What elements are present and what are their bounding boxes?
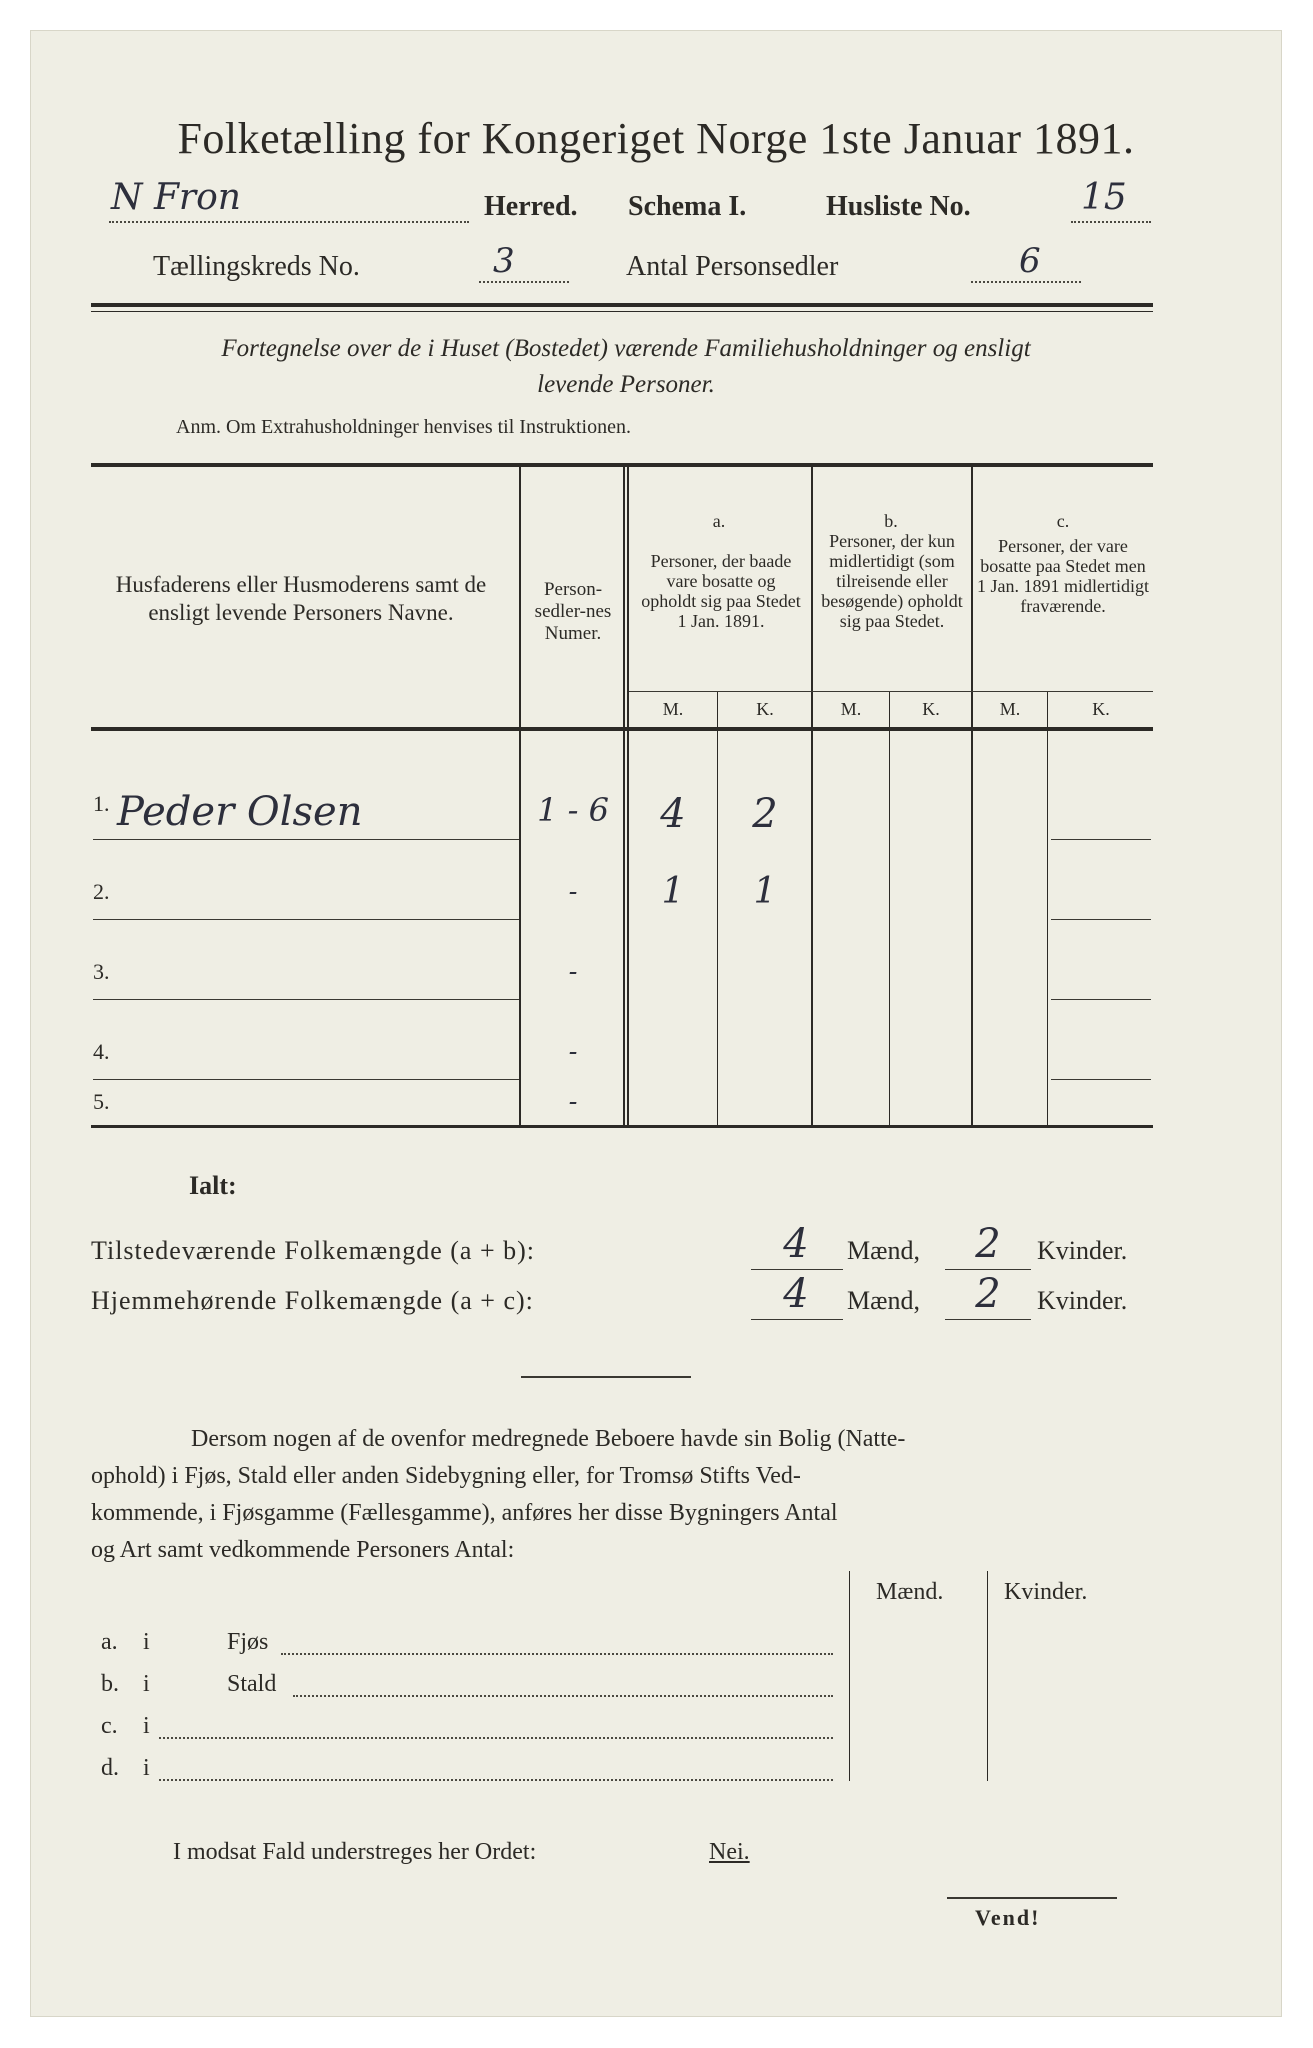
row-1-rule-c — [1051, 839, 1151, 840]
tilstede-kvinder-line — [945, 1269, 1031, 1270]
tilstede-kvinder-label: Kvinder. — [1037, 1236, 1128, 1265]
kreds-value: 3 — [493, 241, 515, 281]
row-2-a-k: 1 — [753, 871, 777, 912]
row-1-a-k: 2 — [752, 791, 778, 837]
row-2-number: 2. — [93, 879, 110, 904]
herred-dotted-line — [109, 221, 469, 223]
hjemme-kvinder-line — [945, 1319, 1031, 1320]
buildings-vline-2 — [987, 1571, 988, 1781]
row-3-sedler: - — [568, 957, 578, 987]
tilstede-maend-label: Mænd, — [847, 1236, 920, 1265]
building-d-i: i — [143, 1755, 150, 1781]
a-m-label: M. — [662, 699, 684, 719]
vend-rule — [947, 1897, 1117, 1899]
row-4-number: 4. — [93, 1039, 110, 1064]
building-a-i: i — [143, 1629, 150, 1655]
table-top-rule — [91, 463, 1153, 467]
row-3-rule-c — [1051, 999, 1151, 1000]
col-c-letter: c. — [1056, 511, 1070, 531]
row-4-rule — [93, 1079, 519, 1080]
col-a-header: Personer, der baade vare bosatte og opholdt sig paa Stedet 1 Jan. 1891. — [641, 551, 801, 631]
form-title: Folketælling for Kongeriget Norge 1ste Januar 1891. — [177, 114, 1135, 163]
tilstede-maend-line — [751, 1269, 843, 1270]
antal-value: 6 — [1019, 241, 1041, 281]
hjemme-kvinder-label: Kvinder. — [1037, 1286, 1128, 1315]
tilstede-maend-value: 4 — [783, 1221, 809, 1267]
modsat-text: I modsat Fald understreges her Ordet: — [173, 1839, 537, 1865]
header-rule-thin — [91, 311, 1153, 312]
building-b-label: Stald — [227, 1671, 277, 1697]
section-divider — [521, 1376, 691, 1378]
row-2-rule — [93, 919, 519, 920]
table-header-bottom-rule — [91, 727, 1153, 731]
col-b-header: Personer, der kun midlertidigt (som tilreisende eller besøgende) opholdt sig paa Stedet. — [821, 531, 963, 631]
building-c-dots — [159, 1737, 833, 1739]
buildings-vline-1 — [849, 1571, 850, 1781]
row-1-a-m: 4 — [660, 791, 686, 837]
vline-b — [811, 467, 813, 1127]
hjemme-kvinder-value: 2 — [975, 1271, 1001, 1317]
hjemme-maend-value: 4 — [783, 1271, 809, 1317]
row-1-rule — [93, 839, 519, 840]
anm-note: Anm. Om Extrahusholdninger henvises til Instruktionen. — [176, 416, 631, 438]
husliste-label: Husliste No. — [826, 191, 971, 222]
vline-c-mk — [1047, 691, 1048, 1127]
row-3-rule — [93, 999, 519, 1000]
vline-a — [627, 467, 629, 1127]
ialt-label: Ialt: — [189, 1171, 237, 1200]
herred-label: Herred. — [484, 191, 578, 222]
vend-label: Vend! — [975, 1905, 1041, 1930]
c-k-label: K. — [1092, 699, 1110, 719]
building-a-label: Fjøs — [227, 1629, 269, 1655]
header-double-rule — [91, 303, 1153, 307]
building-d-letter: d. — [101, 1755, 119, 1781]
hjemme-maend-line — [751, 1319, 843, 1320]
vline-a-mk — [717, 691, 718, 1127]
tilstede-label: Tilstedeværende Folkemængde (a + b): — [91, 1236, 535, 1265]
husliste-dotted-line — [1071, 221, 1151, 223]
building-b-i: i — [143, 1671, 150, 1697]
row-2-a-m: 1 — [661, 871, 685, 912]
buildings-paragraph-4: og Art samt vedkommende Personers Antal: — [91, 1537, 515, 1563]
c-m-label: M. — [999, 699, 1021, 719]
building-d-dots — [159, 1779, 833, 1781]
col-a-letter: a. — [712, 511, 726, 531]
vline-num — [623, 467, 625, 1127]
antal-dotted-line — [971, 281, 1081, 283]
herred-value: N Fron — [111, 177, 241, 218]
col-c-header: Personer, der vare bosatte paa Stedet men 1 Jan. 1891 midlertidigt fraværende. — [977, 536, 1149, 616]
a-k-label: K. — [756, 699, 774, 719]
intro-line-1: Fortegnelse over de i Huset (Bostedet) værende Familiehusholdninger og ensligt — [221, 335, 1031, 362]
building-a-dots — [281, 1653, 833, 1655]
vline-c — [971, 467, 973, 1127]
row-4-rule-c — [1051, 1079, 1151, 1080]
buildings-kvinder-header: Kvinder. — [1004, 1579, 1088, 1605]
buildings-maend-header: Mænd. — [876, 1579, 944, 1605]
building-b-dots — [293, 1695, 833, 1697]
census-form-sheet — [30, 30, 1282, 2017]
row-1-sedler: 1 - 6 — [537, 791, 609, 829]
vline-names — [519, 467, 521, 1127]
buildings-paragraph-1: Dersom nogen af de ovenfor medregnede Beboere havde sin Bolig (Natte- — [191, 1426, 906, 1452]
nei-word: Nei. — [709, 1839, 750, 1865]
building-c-i: i — [143, 1713, 150, 1739]
building-b-letter: b. — [101, 1671, 119, 1697]
building-c-letter: c. — [101, 1713, 118, 1739]
row-2-rule-c — [1051, 919, 1151, 920]
col-num-header: Person-sedler-nes Numer. — [534, 579, 612, 644]
intro-line-2: levende Personer. — [537, 371, 715, 398]
vline-b-mk — [889, 691, 890, 1127]
row-1-name: Peder Olsen — [117, 789, 363, 835]
buildings-paragraph-2: ophold) i Fjøs, Stald eller anden Sidebygning eller, for Tromsø Stifts Ved- — [91, 1463, 801, 1489]
row-5-sedler: - — [568, 1087, 578, 1117]
row-1-number: 1. — [93, 791, 110, 816]
kreds-dotted-line — [479, 281, 569, 283]
b-k-label: K. — [922, 699, 940, 719]
kreds-label: Tællingskreds No. — [153, 251, 360, 282]
row-2-sedler: - — [568, 877, 578, 907]
hjemme-label: Hjemmehørende Folkemængde (a + c): — [91, 1286, 534, 1315]
row-5-number: 5. — [93, 1089, 110, 1114]
table-bottom-rule — [91, 1125, 1153, 1128]
antal-label: Antal Personsedler — [626, 251, 839, 282]
schema-label: Schema I. — [628, 191, 747, 222]
mk-header-rule — [629, 691, 1153, 692]
buildings-paragraph-3: kommende, i Fjøsgamme (Fællesgamme), anføres her disse Bygningers Antal — [91, 1500, 838, 1526]
col-name-header: Husfaderens eller Husmoderens samt de ensligt levende Personers Navne. — [115, 572, 487, 625]
building-a-letter: a. — [101, 1629, 118, 1655]
hjemme-maend-label: Mænd, — [847, 1286, 920, 1315]
tilstede-kvinder-value: 2 — [975, 1221, 1001, 1267]
col-b-letter: b. — [884, 511, 898, 531]
row-4-sedler: - — [568, 1037, 578, 1067]
row-3-number: 3. — [93, 959, 110, 984]
b-m-label: M. — [840, 699, 862, 719]
husliste-value: 15 — [1081, 177, 1127, 218]
